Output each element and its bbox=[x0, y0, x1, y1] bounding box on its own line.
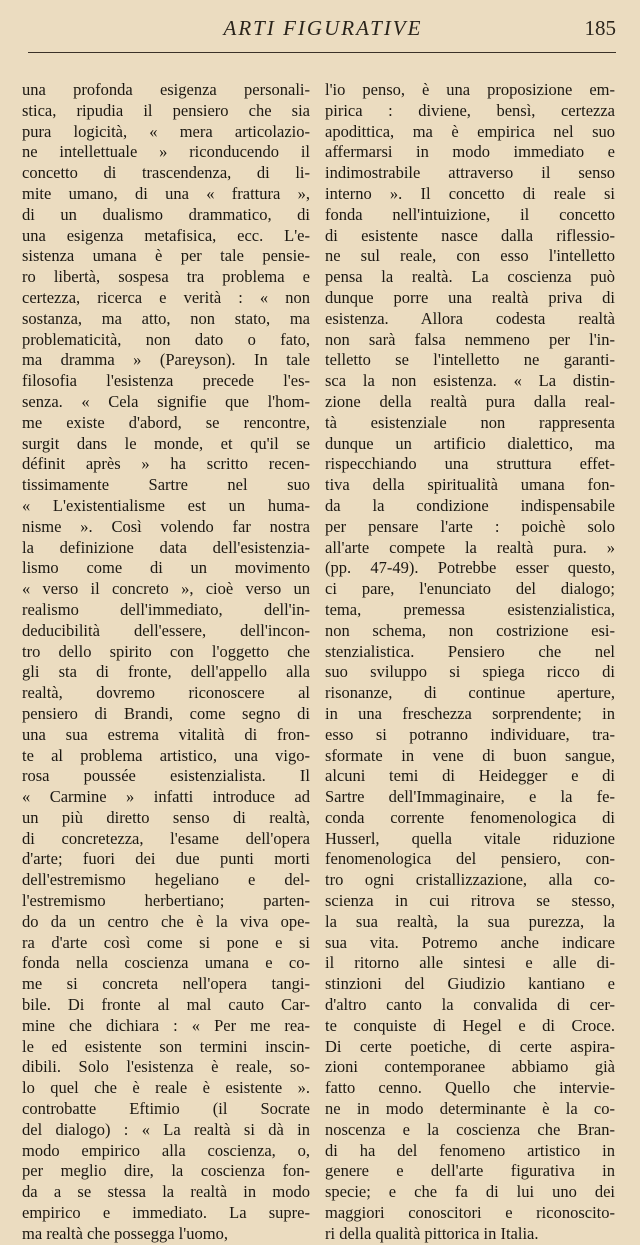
text-line: zioni contemporanee abbiamo già bbox=[325, 1057, 615, 1077]
text-line: ne sul reale, con esso l'intelletto bbox=[325, 246, 615, 266]
text-line: concetto di trascendenza, di li- bbox=[22, 163, 310, 183]
text-line: ro libertà, sospesa tra problema e bbox=[22, 267, 310, 287]
text-line: ci pare, l'enunciato del dialogo; bbox=[325, 579, 615, 599]
text-line: « L'existentialisme est un huma- bbox=[22, 495, 310, 515]
text-line: do da un centro che è la viva ope- bbox=[22, 911, 310, 931]
text-line: rispecchiando una struttura effet- bbox=[325, 454, 615, 474]
text-line: ma dramma » (Pareyson). In tale bbox=[22, 350, 310, 370]
text-line: di un dualismo drammatico, di bbox=[22, 204, 310, 224]
right-column bbox=[325, 80, 615, 1245]
page-header bbox=[30, 12, 616, 48]
text-line: in una freschezza sorprendente; in bbox=[325, 703, 615, 723]
text-line: risonanze, di continue aperture, bbox=[325, 683, 615, 703]
text-line: Di certe poetiche, di certe aspira- bbox=[325, 1036, 615, 1056]
text-line: dibili. Solo l'esistenza è reale, so- bbox=[22, 1057, 310, 1077]
text-line: te al problema artistico, una vigo- bbox=[22, 745, 310, 765]
text-line: un più diretto senso di realtà, bbox=[22, 807, 310, 827]
text-line: pensiero di Brandi, come segno di bbox=[22, 703, 310, 723]
text-line: rosa poussée esistenzialista. Il bbox=[22, 766, 310, 786]
text-line: définit après » ha scritto recen- bbox=[22, 454, 310, 474]
header-rule bbox=[28, 52, 616, 53]
text-line: stinzioni del Giudizio kantiano e bbox=[325, 974, 615, 994]
text-line: d'arte; fuori dei due punti morti bbox=[22, 849, 310, 869]
text-line: alcuni temi di Heidegger e di bbox=[325, 766, 615, 786]
text-line: fonda nell'intuizione, il concetto bbox=[325, 204, 615, 224]
text-line: di ha del fenomeno artistico in bbox=[325, 1140, 615, 1160]
text-line: certezza, ricerca e verità : « non bbox=[22, 287, 310, 307]
text-line: stenzialistica. Pensiero che nel bbox=[325, 641, 615, 661]
text-line: mite umano, di una « frattura », bbox=[22, 183, 310, 203]
text-line: zione della realtà pura dalla real- bbox=[325, 391, 615, 411]
text-line: surgit dans le monde, et qu'il se bbox=[22, 433, 310, 453]
left-column bbox=[22, 80, 310, 1245]
text-line: la definizione data dell'esistenzia- bbox=[22, 537, 310, 557]
text-line: l'io penso, è una proposizione em- bbox=[325, 80, 615, 99]
text-line: all'arte compete la realtà pura. » bbox=[325, 537, 615, 557]
text-line: una profonda esigenza personali- bbox=[22, 80, 310, 99]
text-line: affermarsi in modo immediato e bbox=[325, 142, 615, 162]
text-line: una esigenza metafisica, ecc. L'e- bbox=[22, 225, 310, 245]
text-line: modo empirico alla coscienza, o, bbox=[22, 1140, 310, 1160]
text-line: ne in modo determinante è la co- bbox=[325, 1099, 615, 1119]
text-line: tà esistenziale non rappresenta bbox=[325, 412, 615, 432]
text-line: controbatte Eftimio (il Socrate bbox=[22, 1099, 310, 1119]
text-line: Husserl, quella vitale riduzione bbox=[325, 828, 615, 848]
text-line: sca la non esistenza. « La distin- bbox=[325, 371, 615, 391]
text-line: interno ». Il concetto di reale si bbox=[325, 183, 615, 203]
text-line: bile. Di fronte al mal cauto Car- bbox=[22, 995, 310, 1015]
text-line: nisme ». Così volendo far nostra bbox=[22, 516, 310, 536]
text-line: dunque un artificio dialettico, ma bbox=[325, 433, 615, 453]
text-line: sostanza, ma atto, non stato, ma bbox=[22, 308, 310, 328]
text-line: lismo come di un movimento bbox=[22, 558, 310, 578]
text-line: da a se stessa la realtà in modo bbox=[22, 1182, 310, 1202]
text-line: non sarà falsa nemmeno per l'in- bbox=[325, 329, 615, 349]
text-line: sformate in vene di buon sangue, bbox=[325, 745, 615, 765]
text-line: le ed esistente son termini inscin- bbox=[22, 1036, 310, 1056]
text-line: del dialogo) : « La realtà si dà in bbox=[22, 1119, 310, 1139]
text-line: indimostrabile attraverso il senso bbox=[325, 163, 615, 183]
text-line: esistenza. Allora codesta realtà bbox=[325, 308, 615, 328]
text-line: me si concreta nell'opera tangi- bbox=[22, 974, 310, 994]
text-line: l'estremismo herbertiano; parten- bbox=[22, 891, 310, 911]
text-line: tema, premessa esistenzialistica, bbox=[325, 599, 615, 619]
text-line: filosofia l'esistenza precede l'es- bbox=[22, 371, 310, 391]
text-line: una sua estrema vitalità di fron- bbox=[22, 724, 310, 744]
text-line: realismo dell'immediato, dell'in- bbox=[22, 599, 310, 619]
text-line: ma realtà che possegga l'uomo, bbox=[22, 1223, 228, 1243]
text-line: telletto se l'intelletto ne garanti- bbox=[325, 350, 615, 370]
text-line: pirica : diviene, bensì, certezza bbox=[325, 100, 615, 120]
text-line: lo quel che è reale è esistente ». bbox=[22, 1078, 310, 1098]
text-line: il ritorno alle sintesi e alle di- bbox=[325, 953, 615, 973]
text-line: stica, ripudia il pensiero che sia bbox=[22, 100, 310, 120]
text-line: scienza in cui ritrova se stesso, bbox=[325, 891, 615, 911]
page-number: 185 bbox=[584, 16, 616, 40]
text-line: deducibilità dell'essere, dell'incon- bbox=[22, 620, 310, 640]
text-line: suo sviluppo si spiega ricco di bbox=[325, 662, 615, 682]
text-line: noscenza e la coscienza che Bran- bbox=[325, 1119, 615, 1139]
text-line: tro ogni cristallizzazione, alla co- bbox=[325, 870, 615, 890]
text-line: per meglio dire, la coscienza fon- bbox=[22, 1161, 310, 1181]
text-line: (pp. 47-49). Potrebbe esser questo, bbox=[325, 558, 615, 578]
text-line: di concretezza, l'esame dell'opera bbox=[22, 828, 310, 848]
text-line: ri della qualità pittorica in Italia. bbox=[325, 1223, 539, 1243]
text-line: fatto cenno. Quello che intervie- bbox=[325, 1078, 615, 1098]
text-line: tissimamente Sartre nel suo bbox=[22, 475, 310, 495]
text-line: realtà, dovremo riconoscere al bbox=[22, 683, 310, 703]
text-line: dunque porre una realtà priva di bbox=[325, 287, 615, 307]
text-line: senza. « Cela signifie que l'hom- bbox=[22, 391, 310, 411]
running-title: ARTI FIGURATIVE bbox=[223, 16, 423, 40]
text-line: d'altro canto la convalida di cer- bbox=[325, 995, 615, 1015]
text-line: sua vita. Potremo anche indicare bbox=[325, 932, 615, 952]
text-line: esso si potranno individuare, tra- bbox=[325, 724, 615, 744]
text-line: tiva della spiritualità umana fon- bbox=[325, 475, 615, 495]
text-line: « Carmine » infatti introduce ad bbox=[22, 787, 310, 807]
text-line: specie; e che fa di lui uno dei bbox=[325, 1182, 615, 1202]
text-line: fenomenologica del pensiero, con- bbox=[325, 849, 615, 869]
text-line: di esistente nasce dalla riflessio- bbox=[325, 225, 615, 245]
text-line: sistenza umana è per tale pensie- bbox=[22, 246, 310, 266]
text-line: per pensare l'arte : poichè solo bbox=[325, 516, 615, 536]
text-line: tro dello spirito con l'oggetto che bbox=[22, 641, 310, 661]
text-line: ra d'arte così come si pone e si bbox=[22, 932, 310, 952]
text-line: da la condizione indispensabile bbox=[325, 495, 615, 515]
text-line: problematicità, non dato o fato, bbox=[22, 329, 310, 349]
text-line: la sua realtà, la sua purezza, la bbox=[325, 911, 615, 931]
text-line: maggiori conoscitori e riconoscito- bbox=[325, 1203, 615, 1223]
text-line: ne intellettuale » riconducendo il bbox=[22, 142, 310, 162]
text-line: « verso il concreto », cioè verso un bbox=[22, 579, 310, 599]
text-line: conda corrente fenomenologica di bbox=[325, 807, 615, 827]
text-line: gli sta di fronte, dell'appello alla bbox=[22, 662, 310, 682]
text-line: mine che dichiara : « Per me rea- bbox=[22, 1015, 310, 1035]
text-line: non schema, non costrizione esi- bbox=[325, 620, 615, 640]
text-line: me existe d'abord, se rencontre, bbox=[22, 412, 310, 432]
text-line: te conquiste di Hegel e di Croce. bbox=[325, 1015, 615, 1035]
text-line: pensa la realtà. La coscienza può bbox=[325, 267, 615, 287]
text-line: pura logicità, « mera articolazio- bbox=[22, 121, 310, 141]
text-line: genere e dell'arte figurativa in bbox=[325, 1161, 615, 1181]
text-line: Sartre dell'Immaginaire, e la fe- bbox=[325, 787, 615, 807]
text-line: dell'estremismo hegeliano e del- bbox=[22, 870, 310, 890]
text-line: apodittica, ma è empirica nel suo bbox=[325, 121, 615, 141]
text-line: empirico e immediato. La supre- bbox=[22, 1203, 310, 1223]
text-line: fonda nella coscienza umana e co- bbox=[22, 953, 310, 973]
